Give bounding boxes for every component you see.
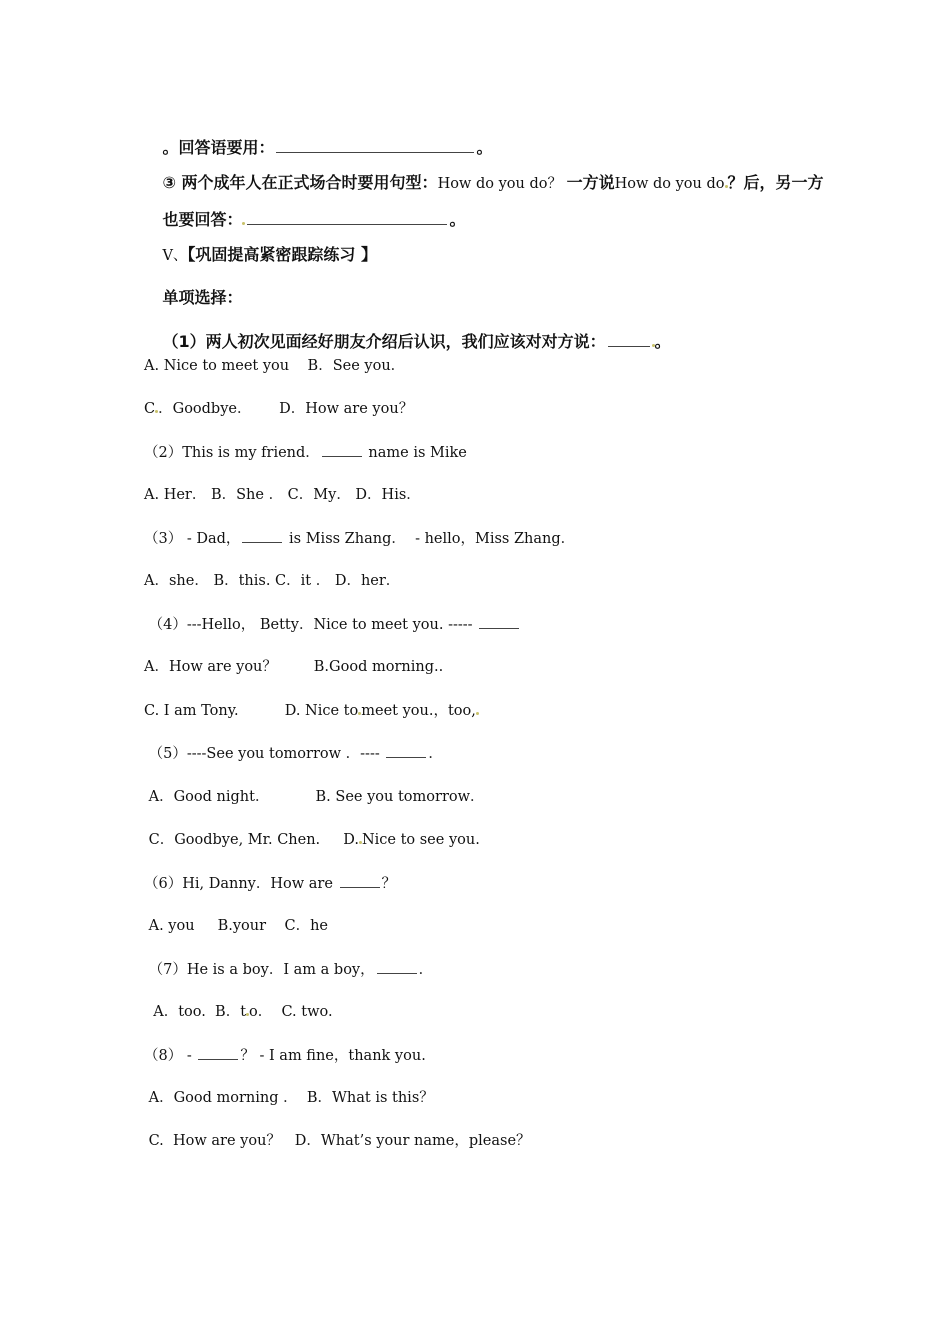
text: ？ (381, 876, 397, 892)
text: 。 (476, 138, 493, 157)
question-2 (144, 442, 467, 463)
text: A. you B.your C．he (144, 918, 329, 934)
fill-blank[interactable] (377, 959, 417, 974)
fill-blank[interactable] (386, 743, 426, 758)
text: 。回答语要用： (162, 138, 275, 157)
section-number: V、 (162, 248, 188, 264)
text: How do you do (614, 176, 725, 192)
text: Nice to see you. (361, 832, 480, 848)
question-4-options-b (144, 701, 479, 721)
question-2-options (144, 485, 421, 505)
question-7-options (144, 1002, 333, 1022)
text: A．Good morning ． B．What is this？ (144, 1090, 434, 1106)
section-title: 【巩固提高紧密跟踪练习 】 (187, 245, 377, 264)
question-7 (144, 959, 433, 980)
text: C. How are you？ D．What’s your name，please？ (144, 1133, 531, 1149)
text: 。 (654, 332, 671, 351)
text: meet you.，too, (361, 703, 476, 719)
text: C．Goodbye, Mr. Chen. D. (144, 832, 359, 848)
text: 。 (449, 210, 466, 229)
text: ③ 两个成年人在正式场合时要用句型： (162, 173, 438, 192)
question-8-options-a (144, 1088, 434, 1108)
text: A．too. B．t (144, 1004, 247, 1020)
text: C. I am Tony. D. Nice to (144, 703, 359, 719)
text: （2）This is my friend． (144, 445, 320, 461)
text: ． (428, 746, 443, 762)
text: ． (418, 962, 434, 978)
text: ？ - I am fine，thank you. (240, 1048, 426, 1064)
text: （8） - (144, 1048, 192, 1064)
text: A. Her． B．She ． C．My． D．His． (144, 487, 421, 503)
text: （3） - Dad， (144, 531, 241, 547)
question-6 (144, 873, 396, 894)
text: name is Mike (363, 445, 467, 461)
question-1-options-b (144, 399, 413, 419)
text: （1）两人初次见面经好朋友介绍后认识，我们应该对对方说： (162, 332, 606, 351)
fill-blank[interactable] (198, 1045, 238, 1060)
text: 单项选择： (162, 288, 243, 307)
question-8 (144, 1045, 426, 1066)
question-3 (144, 528, 575, 549)
text: How do you do？ (437, 176, 562, 192)
question-1-options-a (144, 356, 405, 376)
fill-blank[interactable] (322, 442, 362, 457)
text: 一方说 (566, 173, 615, 192)
question-3-options (144, 571, 400, 591)
fill-blank[interactable] (608, 332, 650, 347)
text: A. Nice to meet you B．See you． (144, 358, 406, 374)
text: A．she． B．this. C．it ． D．her． (144, 573, 401, 589)
question-5-options-a (144, 787, 485, 807)
mark (476, 712, 479, 715)
question-4 (144, 614, 521, 635)
text: A．How are you？ B.Good morning.. (144, 659, 444, 675)
question-4-options-a (144, 657, 443, 677)
fill-blank[interactable] (242, 528, 282, 543)
text: （5）----See you tomorrow ．---- (144, 746, 380, 762)
question-5 (144, 743, 443, 764)
question-8-options-b (144, 1131, 531, 1151)
text: C (144, 401, 156, 417)
fill-blank[interactable] (247, 210, 447, 225)
text: o． C. two. (249, 1004, 333, 1020)
text: （7）He is a boy．I am a boy， (144, 962, 375, 978)
fill-blank[interactable] (276, 138, 474, 153)
text: A．Good night． B. See you tomorrow． (144, 789, 485, 805)
text: is Miss Zhang． - hello，Miss Zhang． (284, 531, 576, 547)
fill-blank[interactable] (340, 873, 380, 888)
text: ．Goodbye． D．How are you？ (158, 401, 414, 417)
question-5-options-b (144, 830, 480, 850)
text: 也要回答： (162, 210, 243, 229)
text: （6）Hi, Danny．How are (144, 876, 333, 892)
text: （4）---Hello， Betty．Nice to meet you. ----- (144, 617, 473, 633)
question-6-options (144, 916, 328, 936)
text: ？后，另一方 (727, 173, 824, 192)
fill-blank[interactable] (479, 614, 519, 629)
